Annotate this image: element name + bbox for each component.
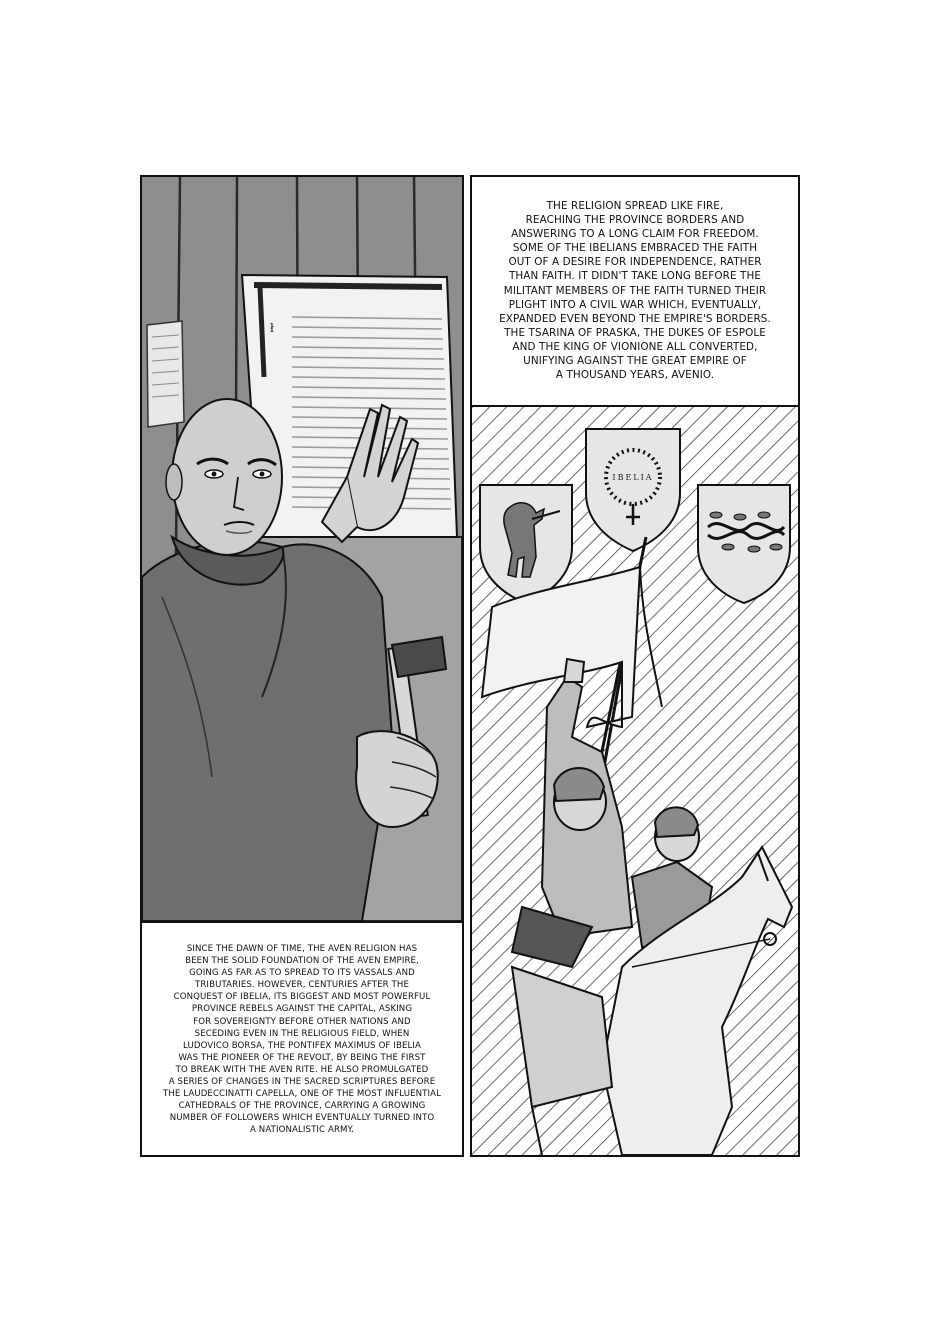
caption-line: LUDOVICO BORSA, THE PONTIFEX MAXIMUS OF IBELIA bbox=[183, 1040, 421, 1051]
caption-line: WAS THE PIONEER OF THE REVOLT, BY BEING THE FIRST bbox=[178, 1052, 426, 1063]
caption-line: CATHEDRALS OF THE PROVINCE, CARRYING A GROWING bbox=[178, 1101, 426, 1112]
crest-label: IBELIA bbox=[612, 473, 654, 482]
caption-line: PLIGHT INTO A CIVIL WAR WHICH, EVENTUALLY, bbox=[508, 298, 762, 311]
caption-line: ANSWERING TO A LONG CLAIM FOR FREEDOM. bbox=[511, 228, 759, 241]
caption-line: SINCE THE DAWN OF TIME, THE AVEN RELIGION HAS bbox=[186, 944, 418, 954]
caption-line: A SERIES OF CHANGES IN THE SACRED SCRIPTURES BEFORE bbox=[168, 1077, 436, 1088]
svg-text:ł: ł bbox=[270, 321, 274, 335]
caption-line: CONQUEST OF IBELIA, ITS BIGGEST AND MOST POWERFUL bbox=[173, 992, 431, 1003]
caption-line: SECEDING EVEN IN THE RELIGIOUS FIELD, WHEN bbox=[194, 1028, 410, 1039]
caption-line: TO BREAK WITH THE AVEN RITE. HE ALSO PROMULGATED bbox=[175, 1064, 429, 1075]
caption-line: GOING AS FAR AS TO SPREAD TO ITS VASSALS AND bbox=[189, 968, 415, 979]
caption-line: TRIBUTARIES. HOWEVER, CENTURIES AFTER THE bbox=[195, 980, 409, 991]
caption-line: NUMBER OF FOLLOWERS WHICH EVENTUALLY TURNED INTO bbox=[169, 1113, 435, 1124]
caption-line: BEEN THE SOLID FOUNDATION OF THE AVEN EMPIRE, bbox=[185, 956, 419, 967]
caption-line: THAN FAITH. IT DIDN'T TAKE LONG BEFORE THE bbox=[508, 270, 762, 283]
caption-line: UNIFYING AGAINST THE GREAT EMPIRE OF bbox=[523, 355, 747, 368]
caption-line: SOME OF THE IBELIANS EMBRACED THE FAITH bbox=[512, 242, 758, 255]
caption-line: THE RELIGION SPREAD LIKE FIRE, bbox=[546, 200, 724, 212]
caption-line: A NATIONALISTIC ARMY. bbox=[249, 1125, 354, 1136]
caption-line: PROVINCE REBELS AGAINST THE CAPITAL, ASKING bbox=[191, 1004, 413, 1015]
left-narration-caption bbox=[142, 921, 462, 1157]
right-comic-panel bbox=[470, 175, 800, 1157]
caption-line: THE LAUDECCINATTI CAPELLA, ONE OF THE MOST INFLUENTIAL bbox=[162, 1089, 441, 1100]
caption-line: MILITANT MEMBERS OF THE FAITH TURNED THEIR bbox=[503, 284, 767, 297]
caption-line: A THOUSAND YEARS, AVENIO. bbox=[555, 369, 715, 382]
caption-line: EXPANDED EVEN BEYOND THE EMPIRE'S BORDERS. bbox=[499, 312, 771, 325]
caption-line: REACHING THE PROVINCE BORDERS AND bbox=[525, 214, 745, 227]
monk-nailing-decree-illustration bbox=[142, 177, 462, 921]
caption-line: THE TSARINA OF PRASKA, THE DUKES OF ESPOLE bbox=[504, 326, 766, 339]
caption-line: FOR SOVEREIGNTY BEFORE OTHER NATIONS AND bbox=[193, 1016, 411, 1027]
caption-line: AND THE KING OF VIONIONE ALL CONVERTED, bbox=[512, 340, 758, 353]
caption-line: OUT OF A DESIRE FOR INDEPENDENCE, RATHER bbox=[508, 256, 762, 269]
cavalry-charge-illustration bbox=[472, 407, 798, 1155]
right-narration-caption bbox=[472, 177, 798, 407]
left-comic-panel bbox=[140, 175, 464, 1157]
